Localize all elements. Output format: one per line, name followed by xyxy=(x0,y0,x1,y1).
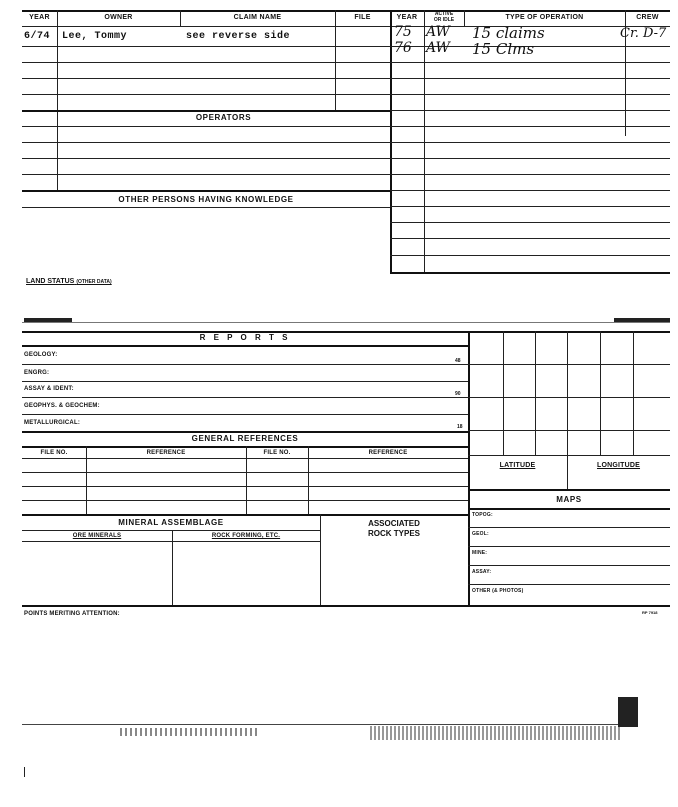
header-or-idle: OR IDLE xyxy=(433,17,455,23)
owner-row-line-3 xyxy=(22,78,390,79)
scan-noise-right xyxy=(370,726,620,740)
ref-row-line-2 xyxy=(22,472,468,473)
op-row-line-9 xyxy=(390,174,670,175)
ref-row-line-3 xyxy=(22,486,468,487)
grid-col-1 xyxy=(503,331,504,455)
op-row-line-6 xyxy=(390,126,670,127)
maps-header-line xyxy=(468,508,670,510)
map-line-2 xyxy=(468,546,670,547)
points-meriting-attention: POINTS MERITING ATTENTION: xyxy=(24,611,120,617)
op-bottom-line xyxy=(390,272,670,274)
report-metallurgical-num: 18 xyxy=(457,424,463,430)
grid-row-2 xyxy=(468,397,670,398)
ref-row-line-4 xyxy=(22,500,468,501)
latlong-bottom xyxy=(468,489,670,491)
ref-row-line-1 xyxy=(22,458,468,459)
report-assay-num: 90 xyxy=(455,391,461,397)
top-border xyxy=(22,10,670,12)
mineral-assemblage-title: MINERAL ASSEMBLAGE xyxy=(118,518,224,527)
op-row-line-11 xyxy=(390,206,670,207)
report-line-4 xyxy=(22,414,468,415)
associated-line-2: ROCK TYPES xyxy=(367,529,420,538)
map-geol: GEOL: xyxy=(472,531,489,537)
op2-year: 76 xyxy=(394,40,412,56)
col-divider-year xyxy=(57,10,58,190)
land-status-title xyxy=(26,278,112,285)
grid-col-5 xyxy=(633,331,634,455)
owner-row-line-1 xyxy=(22,46,390,47)
form-number: RP 7918 xyxy=(642,610,658,615)
report-assay: ASSAY & IDENT: xyxy=(24,386,74,392)
bottom-scan-line xyxy=(22,724,622,725)
other-persons-top-line xyxy=(22,190,390,192)
map-line-4 xyxy=(468,584,670,585)
ref-header-reference-2: REFERENCE xyxy=(368,450,408,456)
scan-noise-left xyxy=(120,728,260,736)
ref-header-reference-1: REFERENCE xyxy=(146,450,186,456)
scan-dark-block xyxy=(618,697,638,727)
map-line-1 xyxy=(468,527,670,528)
op-row-line-2 xyxy=(390,62,670,63)
op-row-line-12 xyxy=(390,222,670,223)
ref-header-file-no-1: FILE NO. xyxy=(40,450,68,456)
latitude-label: LATITUDE xyxy=(499,462,536,469)
op-row-line-7 xyxy=(390,142,670,143)
operators-line-2 xyxy=(22,142,390,143)
op1-crew: Cr. D-7 xyxy=(620,26,667,41)
op1-year: 75 xyxy=(394,24,412,40)
report-metallurgical: METALLURGICAL: xyxy=(24,420,81,426)
op2-status: AW xyxy=(426,40,450,56)
land-status-label: LAND STATUS xyxy=(26,278,75,285)
grid-row-4 xyxy=(468,455,670,456)
owner-row-line-4 xyxy=(22,94,390,95)
report-bottom-line xyxy=(22,431,468,433)
general-references-header-line xyxy=(22,446,468,448)
grid-col-2 xyxy=(535,331,536,455)
report-engrg: ENGRG: xyxy=(24,370,50,376)
claim-name-value: see reverse side xyxy=(186,31,291,42)
map-line-3 xyxy=(468,565,670,566)
op-row-line-5 xyxy=(390,110,670,111)
owner-row-line-2 xyxy=(22,62,390,63)
header-type-of-operation: TYPE OF OPERATION xyxy=(505,14,584,21)
header-year: YEAR xyxy=(29,14,50,21)
operators-line-1 xyxy=(22,126,390,127)
mineral-header-rock-forming: ROCK FORMING, ETC. xyxy=(211,533,281,539)
map-other: OTHER (& PHOTOS) xyxy=(472,588,524,594)
grid-row-1 xyxy=(468,364,670,365)
ref-col-1 xyxy=(86,446,87,514)
owner-name-value: Lee, Tommy xyxy=(62,31,128,42)
report-line-1 xyxy=(22,364,468,365)
op-row-line-8 xyxy=(390,158,670,159)
col-divider-claim xyxy=(335,10,336,110)
map-assay: ASSAY: xyxy=(472,569,492,575)
ref-bottom-line xyxy=(22,514,468,516)
header-file: FILE xyxy=(354,14,371,21)
op-row-line-10 xyxy=(390,190,670,191)
operators-title: OPERATORS xyxy=(195,113,252,122)
report-line-2 xyxy=(22,381,468,382)
op1-type: 15 claims xyxy=(472,24,545,42)
header-owner: OWNER xyxy=(104,14,133,21)
associated-rock-types xyxy=(320,519,468,539)
mineral-header-ore: ORE MINERALS xyxy=(72,533,122,539)
mineral-bottom-line xyxy=(22,605,670,607)
header-crew: CREW xyxy=(636,14,659,21)
ref-header-file-no-2: FILE NO. xyxy=(263,450,291,456)
grid-row-3 xyxy=(468,430,670,431)
operators-top-line xyxy=(22,110,390,112)
op-row-line-3 xyxy=(390,78,670,79)
reports-title: R E P O R T S xyxy=(199,333,291,342)
reports-header-line xyxy=(22,345,468,347)
header-year-2: YEAR xyxy=(396,14,418,21)
operators-line-3 xyxy=(22,158,390,159)
header-active: ACTIVE xyxy=(434,11,454,17)
header-claim-name: CLAIM NAME xyxy=(233,14,282,21)
op-row-line-13 xyxy=(390,238,670,239)
mineral-col-divider xyxy=(172,530,173,605)
op-row-line-14 xyxy=(390,255,670,256)
header-active-or-idle xyxy=(424,11,464,23)
header-bottom-line xyxy=(22,26,670,27)
report-line-3 xyxy=(22,397,468,398)
maps-title: MAPS xyxy=(556,495,582,504)
report-geophys: GEOPHYS. & GEOCHEM: xyxy=(24,403,100,409)
mineral-header-line xyxy=(22,530,320,531)
ref-col-3 xyxy=(308,446,309,514)
longitude-label: LONGITUDE xyxy=(596,462,641,469)
land-status-bottom xyxy=(22,322,670,323)
map-topog: TOPOG: xyxy=(472,512,493,518)
op-row-line-4 xyxy=(390,94,670,95)
general-references-title: GENERAL REFERENCES xyxy=(191,434,299,443)
mineral-subheader-line xyxy=(22,541,320,542)
op1-status: AW xyxy=(426,24,450,40)
ref-col-2 xyxy=(246,446,247,514)
grid-col-4 xyxy=(600,331,601,455)
other-persons-title: OTHER PERSONS HAVING KNOWLEDGE xyxy=(118,195,294,204)
map-mine: MINE: xyxy=(472,550,488,556)
land-status-sub: (OTHER DATA) xyxy=(76,279,112,285)
operators-line-4 xyxy=(22,174,390,175)
report-geology: GEOLOGY: xyxy=(24,352,58,358)
owner-year-value: 6/74 xyxy=(24,31,51,42)
other-persons-line xyxy=(22,207,390,208)
report-geology-num: 48 xyxy=(455,358,461,364)
associated-line-1: ASSOCIATED xyxy=(368,519,420,528)
op2-type: 15 Clms xyxy=(472,40,535,58)
scan-tick xyxy=(24,767,25,777)
